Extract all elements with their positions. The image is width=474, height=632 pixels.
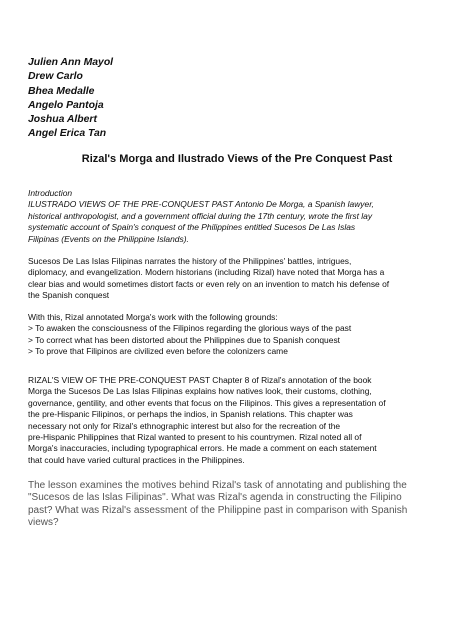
text-line: governance, gentility, and other events that focus on the Filipinos. This gives a representation of bbox=[28, 397, 386, 408]
author-name: Angel Erica Tan bbox=[28, 128, 107, 140]
author-name: Drew Carlo bbox=[28, 71, 83, 83]
grounds-item: > To prove that Filipinos are civilized even before the colonizers came bbox=[28, 346, 288, 357]
grounds-intro: With this, Rizal annotated Morga's work with the following grounds: bbox=[28, 312, 278, 322]
lesson-paragraph bbox=[28, 480, 458, 530]
text-line: Morga the Sucesos De Las Islas Filipinas explains how natives look, their customs, clothing, bbox=[28, 386, 372, 397]
text-line: pre-Hispanic Philippines that Rizal wanted to present to his countrymen. Rizal noted all of bbox=[28, 432, 362, 443]
text-line: RIZAL'S VIEW OF THE PRE-CONQUEST PAST Chapter 8 of Rizal's annotation of the book bbox=[28, 375, 372, 385]
text-line: necessary not only for Rizal's ethnographic interest but also for the recreation of the bbox=[28, 420, 341, 431]
text-line: systematic account of Spain's conquest of the Philippines entitled Sucesos De Las Islas bbox=[28, 222, 356, 233]
text-line: the Spanish conquest bbox=[28, 290, 110, 301]
text-line: past? What was Rizal's assessment of the Philippine past in comparison with Spanish bbox=[28, 504, 408, 516]
document-title: Rizal's Morga and Ilustrado Views of the Pre Conquest Past bbox=[81, 153, 393, 165]
text-line: Morga's inaccuracies, including typographical errors. He made a comment on each statement bbox=[28, 443, 377, 454]
author-name: Bhea Medalle bbox=[28, 85, 95, 97]
author-name: Julien Ann Mayol bbox=[28, 57, 114, 68]
grounds-section bbox=[28, 312, 452, 358]
text-line: ILUSTRADO VIEWS OF THE PRE-CONQUEST PAST Antonio De Morga, a Spanish lawyer, bbox=[28, 199, 374, 210]
author-name: Joshua Albert bbox=[28, 114, 97, 126]
sucesos-paragraph bbox=[28, 256, 452, 302]
introduction-heading: Introduction bbox=[28, 188, 73, 198]
text-line: Filipinas (Events on the Philippine Islands). bbox=[28, 233, 189, 244]
author-name: Angelo Pantoja bbox=[28, 99, 104, 111]
text-line: historical anthropologist, and a government official during the 17th century, wrote the first lay bbox=[28, 210, 373, 221]
text-line: Sucesos De Las Islas Filipinas narrates the history of the Philippines' battles, intrigues, bbox=[28, 256, 352, 266]
introduction-section bbox=[28, 188, 452, 245]
text-line: clear bias and would sometimes distort facts or even rely on an invention to match his defense of bbox=[28, 278, 390, 289]
text-line: diplomacy, and evangelization. Modern historians (including Rizal) have noted that Morga has a bbox=[28, 267, 385, 278]
text-line: "Sucesos de las Islas Filipinas". What was Rizal's agenda in constructing the Filipino bbox=[28, 492, 402, 504]
text-line: views? bbox=[28, 517, 59, 529]
grounds-item: > To correct what has been distorted about the Philippines due to Spanish conquest bbox=[28, 334, 341, 345]
author-list bbox=[28, 56, 113, 142]
rizal-view-paragraph bbox=[28, 375, 452, 466]
text-line: The lesson examines the motives behind Rizal's task of annotating and publishing the bbox=[28, 480, 407, 491]
text-line: that could have varied cultural practices in the Philippines. bbox=[28, 454, 245, 465]
grounds-item: > To awaken the consciousness of the Filipinos regarding the glorious ways of the past bbox=[28, 323, 352, 334]
text-line: the pre-Hispanic Filipinos, or perhaps the indios, in Spanish relations. This chapter was bbox=[28, 409, 353, 420]
